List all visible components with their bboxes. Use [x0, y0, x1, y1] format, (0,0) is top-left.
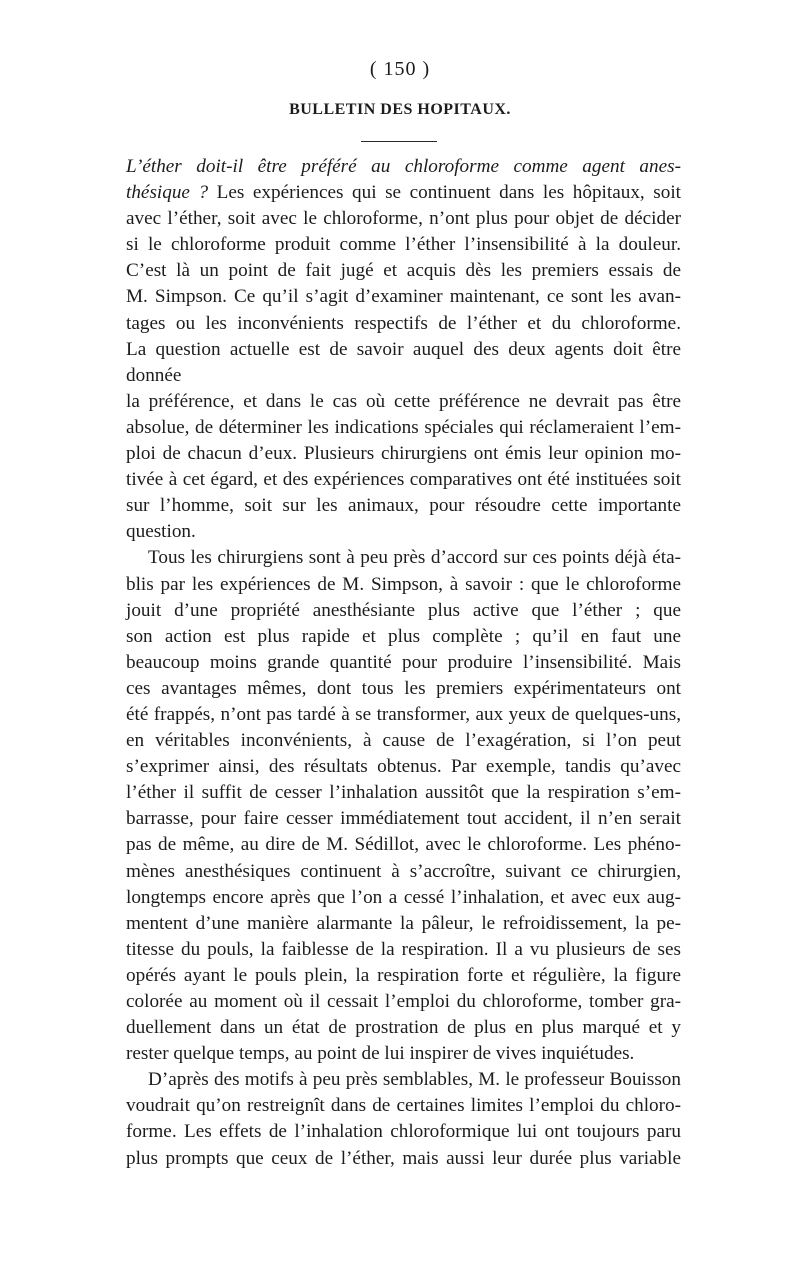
title-line-1	[126, 154, 681, 180]
body-line	[126, 311, 681, 337]
body-line	[126, 1041, 681, 1067]
body-line	[126, 389, 681, 415]
body-line	[126, 885, 681, 911]
body-line-text: blis par les expériences de M. Simpson, à savoir : que le chloroforme	[126, 573, 681, 595]
body-line	[126, 206, 681, 232]
body-line	[126, 702, 681, 728]
body-line-text: absolue, de déterminer les indications spéciales qui réclameraient l’em-	[126, 416, 681, 438]
body-line-text: son action est plus rapide et plus complète ; qu’il en faut une	[126, 625, 681, 647]
body-line	[126, 572, 681, 598]
body-line	[126, 780, 681, 806]
body-line-text: question.	[126, 521, 196, 543]
body-line-text: Tous les chirurgiens sont à peu près d’accord sur ces points déjà éta-	[148, 547, 681, 569]
page-number: ( 150 )	[369, 58, 431, 80]
body-line-text: titesse du pouls, la faiblesse de la respiration. Il a vu plusieurs de ses	[126, 938, 681, 960]
body-line	[126, 441, 681, 467]
body-line-text: rester quelque temps, au point de lui inspirer de vives inquiétudes.	[126, 1043, 635, 1065]
body-line-text: duellement dans un état de prostration de plus en plus marqué et y	[126, 1017, 681, 1039]
title-line-2	[126, 180, 681, 206]
body-line	[126, 989, 681, 1015]
body-line-text: mentent d’une manière alarmante la pâleur, le refroidissement, la pe-	[126, 912, 681, 934]
body-line	[126, 337, 681, 389]
body-line-text: M. Simpson. Ce qu’il s’agit d’examiner maintenant, ce sont les avan-	[126, 286, 681, 308]
article-body	[126, 154, 681, 1172]
header-rule	[361, 141, 437, 142]
body-line	[126, 1093, 681, 1119]
body-line-text: si le chloroforme produit comme l’éther l’insensibilité à la douleur.	[126, 234, 681, 256]
body-line	[126, 832, 681, 858]
body-line-text: tages ou les inconvénients respectifs de l’éther et du chloroforme.	[126, 312, 681, 334]
body-line	[126, 1067, 681, 1093]
body-line-text: tivée à cet égard, et des expériences comparatives ont été instituées soit	[126, 469, 681, 491]
body-line-text: longtemps encore après que l’on a cessé l’inhalation, et avec eux aug-	[126, 886, 681, 908]
body-line-text: mènes anesthésiques continuent à s’accroître, suivant ce chirurgien,	[126, 860, 681, 882]
body-line	[126, 806, 681, 832]
body-line	[126, 493, 681, 519]
body-line-text: colorée au moment où il cessait l’emploi du chloroforme, tomber gra-	[126, 991, 681, 1012]
body-line	[126, 467, 681, 493]
body-line	[126, 232, 681, 258]
body-line-text: la préférence, et dans le cas où cette préférence ne devrait pas être	[126, 390, 681, 412]
body-line	[126, 1015, 681, 1041]
running-head: BULLETIN DES HOPITAUX.	[289, 101, 511, 118]
body-line	[126, 650, 681, 676]
body-lines	[126, 206, 681, 1171]
body-line	[126, 284, 681, 310]
body-line	[126, 728, 681, 754]
body-line-text: D’après des motifs à peu près semblables, M. le professeur Bouisson	[148, 1069, 681, 1091]
body-line	[126, 415, 681, 441]
body-line	[126, 545, 681, 571]
body-line-text: sur l’homme, soit sur les animaux, pour résoudre cette importante	[126, 495, 681, 517]
body-line-text: été frappés, n’ont pas tardé à se transformer, aux yeux de quelques-uns,	[126, 703, 681, 725]
body-line-text: jouit d’une propriété anesthésiante plus active que l’éther ; que	[126, 599, 681, 621]
body-line-text: ploi de chacun d’eux. Plusieurs chirurgiens ont émis leur opinion mo-	[126, 443, 681, 465]
body-line-text: La question actuelle est de savoir auquel des deux agents doit être donnée	[126, 338, 681, 386]
body-line-text: ces avantages mêmes, dont tous les premiers expérimentateurs ont	[126, 677, 681, 699]
body-line-text: l’éther il suffit de cesser l’inhalation aussitôt que la respiration s’em-	[126, 782, 681, 804]
body-line	[126, 963, 681, 989]
body-line-text: C’est là un point de fait jugé et acquis dès les premiers essais de	[126, 260, 681, 282]
article-title-part-1: L’éther doit-il être préféré au chloroforme comme agent anes-	[126, 156, 681, 177]
article-title-part-2: thésique ?	[126, 182, 209, 204]
body-line-text: beaucoup moins grande quantité pour produire l’insensibilité. Mais	[126, 651, 681, 673]
body-line	[126, 911, 681, 937]
body-line	[126, 519, 681, 545]
body-line-text: en véritables inconvénients, à cause de l’exagération, si l’on peut	[126, 730, 681, 752]
body-line-text: opérés ayant le pouls plein, la respiration forte et régulière, la figure	[126, 964, 681, 986]
body-line: Les expériences qui se continuent dans les hôpitaux, soit	[216, 182, 681, 204]
body-line	[126, 598, 681, 624]
body-line	[126, 937, 681, 963]
body-line-text: pas de même, au dire de M. Sédillot, avec le chloroforme. Les phéno-	[126, 834, 681, 856]
body-line-text: plus prompts que ceux de l’éther, mais aussi leur durée plus variable	[126, 1147, 681, 1169]
body-line-text: voudrait qu’on restreignît dans de certaines limites l’emploi du chloro-	[126, 1095, 681, 1117]
body-line-text: forme. Les effets de l’inhalation chloroformique lui ont toujours paru	[126, 1121, 681, 1143]
body-line	[126, 859, 681, 885]
body-line-text: s’exprimer ainsi, des résultats obtenus. Par exemple, tandis qu’avec	[126, 756, 681, 778]
body-line-text: barrasse, pour faire cesser immédiatement tout accident, il n’en serait	[126, 808, 681, 830]
body-line	[126, 754, 681, 780]
body-line	[126, 1119, 681, 1145]
body-line	[126, 624, 681, 650]
body-line-text: avec l’éther, soit avec le chloroforme, n’ont plus pour objet de décider	[126, 208, 681, 230]
body-line	[126, 1146, 681, 1172]
body-line	[126, 676, 681, 702]
body-line	[126, 258, 681, 284]
